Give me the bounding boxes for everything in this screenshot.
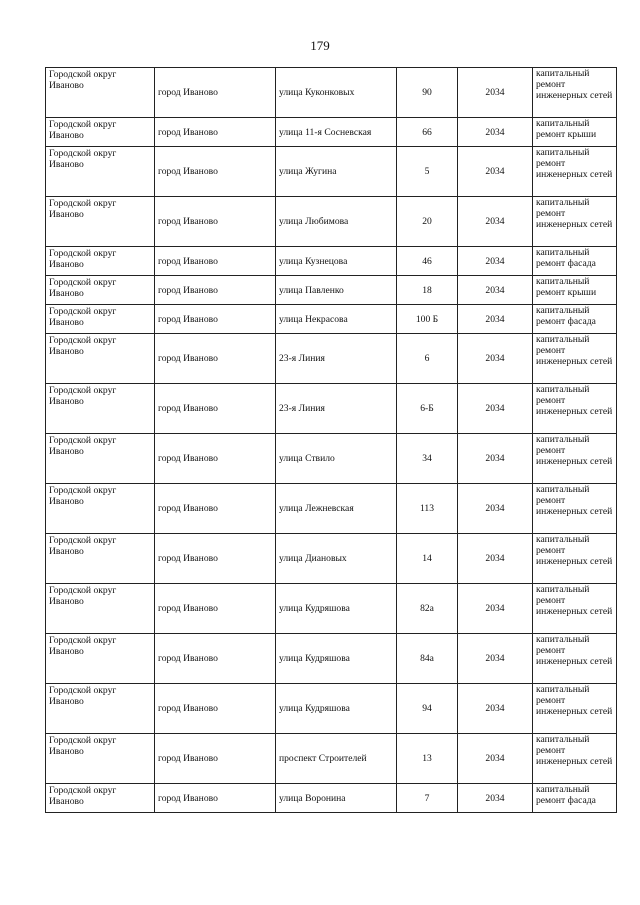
city-cell: город Иваново: [155, 305, 276, 334]
street-cell: улица Кудряшова: [276, 684, 397, 734]
repair-schedule-table: [45, 67, 617, 813]
street-cell: улица Любимова: [276, 197, 397, 247]
house-number-cell: 13: [397, 734, 458, 784]
year-cell: 2034: [458, 784, 533, 813]
work-type-cell: капитальный ремонт фасада: [533, 305, 617, 334]
table-row: [46, 484, 617, 534]
city-cell: город Иваново: [155, 484, 276, 534]
house-number-cell: 6: [397, 334, 458, 384]
year-cell: 2034: [458, 247, 533, 276]
district-cell: Городской округ Иваново: [46, 68, 155, 118]
city-cell: город Иваново: [155, 734, 276, 784]
city-cell: город Иваново: [155, 784, 276, 813]
street-cell: улица Павленко: [276, 276, 397, 305]
year-cell: 2034: [458, 384, 533, 434]
street-cell: 23-я Линия: [276, 384, 397, 434]
street-cell: улица Ствило: [276, 434, 397, 484]
house-number-cell: 14: [397, 534, 458, 584]
street-cell: улица Воронина: [276, 784, 397, 813]
year-cell: 2034: [458, 584, 533, 634]
district-cell: Городской округ Иваново: [46, 634, 155, 684]
year-cell: 2034: [458, 634, 533, 684]
street-cell: улица Кудряшова: [276, 634, 397, 684]
district-cell: Городской округ Иваново: [46, 276, 155, 305]
district-cell: Городской округ Иваново: [46, 247, 155, 276]
city-cell: город Иваново: [155, 247, 276, 276]
district-cell: Городской округ Иваново: [46, 197, 155, 247]
year-cell: 2034: [458, 197, 533, 247]
city-cell: город Иваново: [155, 534, 276, 584]
house-number-cell: 46: [397, 247, 458, 276]
table-row: [46, 118, 617, 147]
work-type-cell: капитальный ремонт инженерных сетей: [533, 197, 617, 247]
page-number: 179: [310, 38, 330, 53]
city-cell: город Иваново: [155, 118, 276, 147]
table-row: [46, 684, 617, 734]
city-cell: город Иваново: [155, 147, 276, 197]
house-number-cell: 5: [397, 147, 458, 197]
house-number-cell: 34: [397, 434, 458, 484]
house-number-cell: 84а: [397, 634, 458, 684]
house-number-cell: 7: [397, 784, 458, 813]
table-row: [46, 334, 617, 384]
year-cell: 2034: [458, 484, 533, 534]
table-row: [46, 197, 617, 247]
table-row: [46, 68, 617, 118]
district-cell: Городской округ Иваново: [46, 147, 155, 197]
table-row: [46, 634, 617, 684]
year-cell: 2034: [458, 147, 533, 197]
city-cell: город Иваново: [155, 434, 276, 484]
work-type-cell: капитальный ремонт инженерных сетей: [533, 434, 617, 484]
street-cell: улица Куконковых: [276, 68, 397, 118]
city-cell: город Иваново: [155, 384, 276, 434]
house-number-cell: 66: [397, 118, 458, 147]
table-row: [46, 276, 617, 305]
table-row: [46, 434, 617, 484]
district-cell: Городской округ Иваново: [46, 484, 155, 534]
table-row: [46, 784, 617, 813]
work-type-cell: капитальный ремонт инженерных сетей: [533, 334, 617, 384]
table-row: [46, 584, 617, 634]
street-cell: улица Жугина: [276, 147, 397, 197]
district-cell: Городской округ Иваново: [46, 384, 155, 434]
year-cell: 2034: [458, 276, 533, 305]
district-cell: Городской округ Иваново: [46, 305, 155, 334]
house-number-cell: 20: [397, 197, 458, 247]
city-cell: город Иваново: [155, 584, 276, 634]
table-row: [46, 734, 617, 784]
street-cell: улица 11-я Сосневская: [276, 118, 397, 147]
city-cell: город Иваново: [155, 197, 276, 247]
district-cell: Городской округ Иваново: [46, 334, 155, 384]
work-type-cell: капитальный ремонт инженерных сетей: [533, 734, 617, 784]
year-cell: 2034: [458, 68, 533, 118]
street-cell: улица Кудряшова: [276, 584, 397, 634]
street-cell: улица Кузнецова: [276, 247, 397, 276]
house-number-cell: 82а: [397, 584, 458, 634]
work-type-cell: капитальный ремонт фасада: [533, 247, 617, 276]
house-number-cell: 6-Б: [397, 384, 458, 434]
work-type-cell: капитальный ремонт инженерных сетей: [533, 384, 617, 434]
year-cell: 2034: [458, 434, 533, 484]
work-type-cell: капитальный ремонт инженерных сетей: [533, 684, 617, 734]
district-cell: Городской округ Иваново: [46, 784, 155, 813]
street-cell: проспект Строителей: [276, 734, 397, 784]
district-cell: Городской округ Иваново: [46, 434, 155, 484]
table-row: [46, 534, 617, 584]
work-type-cell: капитальный ремонт инженерных сетей: [533, 584, 617, 634]
district-cell: Городской округ Иваново: [46, 684, 155, 734]
house-number-cell: 90: [397, 68, 458, 118]
table-row: [46, 147, 617, 197]
work-type-cell: капитальный ремонт крыши: [533, 276, 617, 305]
house-number-cell: 94: [397, 684, 458, 734]
street-cell: улица Некрасова: [276, 305, 397, 334]
city-cell: город Иваново: [155, 334, 276, 384]
year-cell: 2034: [458, 118, 533, 147]
district-cell: Городской округ Иваново: [46, 584, 155, 634]
district-cell: Городской округ Иваново: [46, 734, 155, 784]
work-type-cell: капитальный ремонт инженерных сетей: [533, 534, 617, 584]
year-cell: 2034: [458, 734, 533, 784]
table-row: [46, 247, 617, 276]
work-type-cell: капитальный ремонт крыши: [533, 118, 617, 147]
street-cell: улица Диановых: [276, 534, 397, 584]
district-cell: Городской округ Иваново: [46, 534, 155, 584]
house-number-cell: 18: [397, 276, 458, 305]
house-number-cell: 113: [397, 484, 458, 534]
work-type-cell: капитальный ремонт инженерных сетей: [533, 634, 617, 684]
work-type-cell: капитальный ремонт инженерных сетей: [533, 484, 617, 534]
year-cell: 2034: [458, 334, 533, 384]
table-row: [46, 305, 617, 334]
city-cell: город Иваново: [155, 68, 276, 118]
table-row: [46, 384, 617, 434]
work-type-cell: капитальный ремонт инженерных сетей: [533, 147, 617, 197]
city-cell: город Иваново: [155, 276, 276, 305]
year-cell: 2034: [458, 684, 533, 734]
district-cell: Городской округ Иваново: [46, 118, 155, 147]
street-cell: улица Лежневская: [276, 484, 397, 534]
work-type-cell: капитальный ремонт инженерных сетей: [533, 68, 617, 118]
city-cell: город Иваново: [155, 634, 276, 684]
year-cell: 2034: [458, 534, 533, 584]
city-cell: город Иваново: [155, 684, 276, 734]
street-cell: 23-я Линия: [276, 334, 397, 384]
year-cell: 2034: [458, 305, 533, 334]
house-number-cell: 100 Б: [397, 305, 458, 334]
work-type-cell: капитальный ремонт фасада: [533, 784, 617, 813]
